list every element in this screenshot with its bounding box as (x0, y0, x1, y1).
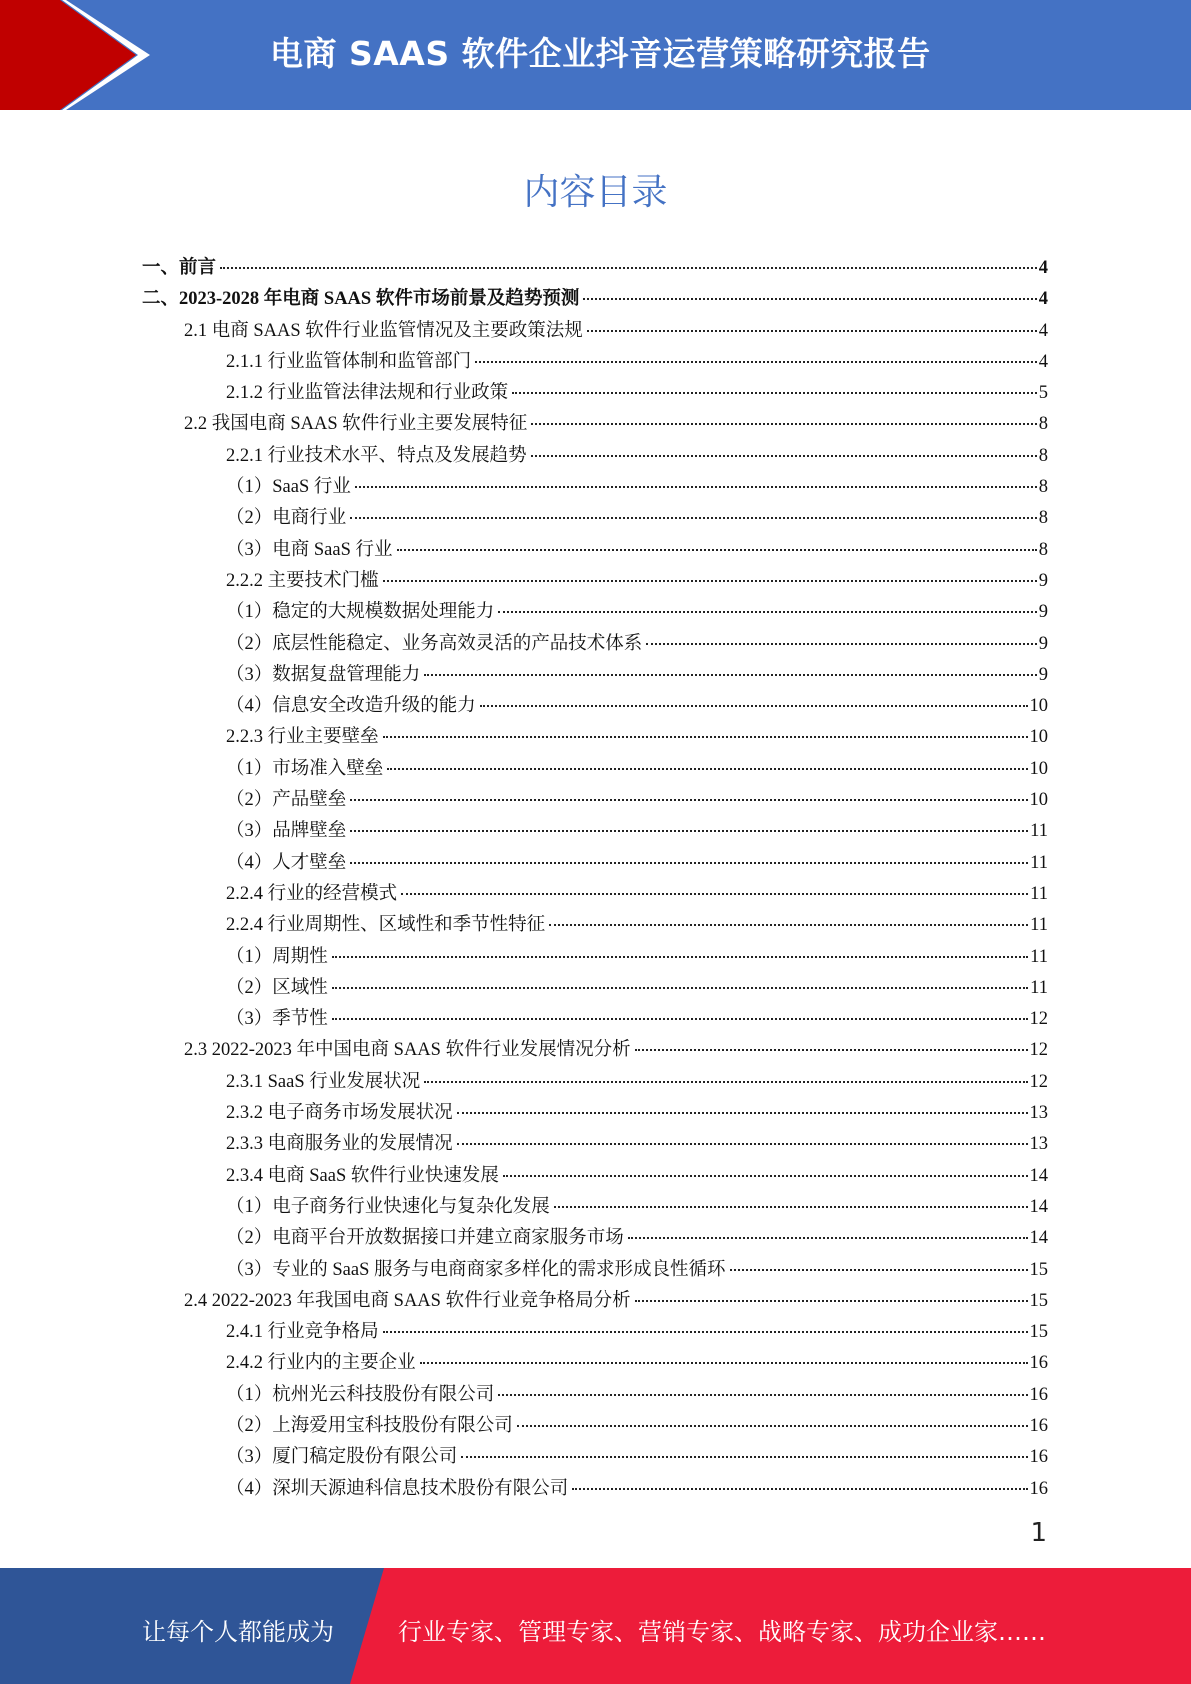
toc-entry-label: 2.4.1 行业竞争格局 (226, 1322, 379, 1343)
toc-entry-page: 15 (1029, 1322, 1048, 1343)
toc-entry[interactable] (142, 848, 1048, 879)
toc-entry-page: 9 (1038, 664, 1048, 685)
toc-dot-leader (424, 1081, 1027, 1083)
toc-entry-page: 8 (1038, 539, 1048, 560)
toc-entry[interactable] (142, 1317, 1048, 1348)
toc-dot-leader (387, 768, 1027, 770)
toc-entry[interactable] (142, 1286, 1048, 1317)
toc-dot-leader (383, 736, 1028, 738)
toc-dot-leader (635, 1300, 1028, 1302)
toc-entry[interactable] (142, 691, 1048, 722)
toc-dot-leader (549, 924, 1028, 926)
toc-entry-page: 11 (1030, 883, 1048, 904)
toc-dot-leader (583, 298, 1036, 300)
toc-entry[interactable] (142, 942, 1048, 973)
toc-dot-leader (332, 1018, 1028, 1020)
toc-entry-page: 10 (1029, 727, 1048, 748)
toc-entry[interactable] (142, 785, 1048, 816)
toc-dot-leader (480, 705, 1028, 707)
toc-entry[interactable] (142, 1035, 1048, 1066)
toc-entry[interactable] (142, 566, 1048, 597)
toc-entry-label: （2）底层性能稳定、业务高效灵活的产品技术体系 (226, 633, 643, 654)
toc-entry[interactable] (142, 1348, 1048, 1379)
toc-dot-leader (730, 1269, 1028, 1271)
toc-entry-label: 2.2.2 主要技术门槛 (226, 570, 379, 591)
toc-entry[interactable] (142, 284, 1048, 315)
toc-entry-page: 8 (1038, 477, 1048, 498)
toc-entry-label: （1）SaaS 行业 (226, 477, 351, 498)
toc-entry-page: 4 (1038, 258, 1048, 278)
toc-entry[interactable] (142, 378, 1048, 409)
toc-entry[interactable] (142, 253, 1048, 284)
toc-entry-page: 11 (1030, 977, 1048, 998)
toc-dot-leader (531, 455, 1037, 457)
toc-entry-page: 9 (1038, 570, 1048, 591)
toc-entry-label: 2.1 电商 SAAS 软件行业监管情况及主要政策法规 (184, 320, 583, 341)
toc-entry-label: （3）季节性 (226, 1009, 328, 1030)
toc-entry-label: （1）电子商务行业快速化与复杂化发展 (226, 1196, 550, 1217)
toc-entry-label: 2.2.4 行业周期性、区域性和季节性特征 (226, 915, 546, 936)
toc-dot-leader (424, 674, 1036, 676)
toc-dot-leader (383, 580, 1037, 582)
toc-entry-label: （3）数据复盘管理能力 (226, 664, 421, 685)
toc-dot-leader (401, 893, 1028, 895)
toc-entry[interactable] (142, 503, 1048, 534)
toc-entry-page: 14 (1029, 1196, 1048, 1217)
toc-dot-leader (350, 799, 1027, 801)
toc-entry-page: 16 (1029, 1353, 1048, 1374)
toc-dot-leader (332, 956, 1028, 958)
chevron-arrow-icon (0, 0, 160, 110)
toc-entry[interactable] (142, 347, 1048, 378)
toc-entry-label: 2.3.2 电子商务市场发展状况 (226, 1103, 453, 1124)
toc-entry-page: 16 (1029, 1478, 1048, 1499)
toc-dot-leader (498, 611, 1036, 613)
toc-dot-leader (512, 392, 1037, 394)
toc-entry-label: （1）稳定的大规模数据处理能力 (226, 602, 495, 623)
toc-dot-leader (332, 987, 1028, 989)
toc-entry-page: 11 (1030, 852, 1048, 873)
toc-dot-leader (457, 1112, 1028, 1114)
toc-entry[interactable] (142, 1098, 1048, 1129)
toc-entry-page: 10 (1029, 696, 1048, 717)
toc-entry-label: 二、2023-2028 年电商 SAAS 软件市场前景及趋势预测 (142, 289, 580, 310)
toc-entry[interactable] (142, 722, 1048, 753)
toc-dot-leader (457, 1143, 1028, 1145)
toc-entry-label: （3）专业的 SaaS 服务与电商商家多样化的需求形成良性循环 (226, 1259, 726, 1280)
toc-entry-page: 12 (1029, 1009, 1048, 1030)
footer-slogan-left: 让每个人都能成为 (142, 1618, 334, 1646)
toc-entry-label: （1）市场准入壁垒 (226, 758, 384, 779)
toc-entry-page: 14 (1029, 1165, 1048, 1186)
toc-dot-leader (587, 330, 1037, 332)
toc-entry-label: 2.2.3 行业主要壁垒 (226, 727, 379, 748)
toc-entry-page: 10 (1029, 758, 1048, 779)
toc-entry[interactable] (142, 1442, 1048, 1473)
toc-dot-leader (475, 361, 1037, 363)
toc-entry[interactable] (142, 1192, 1048, 1223)
toc-entry-label: 2.2 我国电商 SAAS 软件行业主要发展特征 (184, 414, 528, 435)
toc-entry[interactable] (142, 1411, 1048, 1442)
toc-entry-page: 4 (1038, 351, 1048, 372)
toc-entry-page: 11 (1030, 946, 1048, 967)
toc-entry-label: （3）品牌壁垒 (226, 821, 347, 842)
toc-entry-label: 2.4 2022-2023 年我国电商 SAAS 软件行业竞争格局分析 (184, 1290, 631, 1311)
toc-entry-page: 8 (1038, 445, 1048, 466)
toc-entry-page: 15 (1029, 1259, 1048, 1280)
toc-entry-page: 4 (1038, 320, 1048, 341)
toc-entry-label: （3）厦门稿定股份有限公司 (226, 1447, 458, 1468)
toc-entry[interactable] (142, 660, 1048, 691)
toc-entry[interactable] (142, 1067, 1048, 1098)
toc-entry-label: （2）区域性 (226, 977, 328, 998)
toc-entry-label: （4）人才壁垒 (226, 852, 347, 873)
toc-entry-page: 15 (1029, 1290, 1048, 1311)
toc-entry[interactable] (142, 597, 1048, 628)
toc-entry-label: 一、前言 (142, 258, 217, 278)
toc-entry-page: 12 (1029, 1040, 1048, 1061)
toc-entry-label: （3）电商 SaaS 行业 (226, 539, 393, 560)
page-number: 1 (1030, 1518, 1047, 1548)
toc-dot-leader (517, 1425, 1028, 1427)
toc-dot-leader (503, 1175, 1028, 1177)
toc-entry[interactable] (142, 535, 1048, 566)
toc-entry-label: 2.3.4 电商 SaaS 软件行业快速发展 (226, 1165, 499, 1186)
toc-entry-label: （4）深圳天源迪科信息技术股份有限公司 (226, 1478, 569, 1499)
toc-dot-leader (420, 1362, 1028, 1364)
toc-entry-page: 16 (1029, 1415, 1048, 1436)
toc-entry-page: 5 (1038, 383, 1048, 404)
toc-entry[interactable] (142, 1161, 1048, 1192)
toc-dot-leader (383, 1331, 1028, 1333)
toc-entry-page: 16 (1029, 1447, 1048, 1468)
toc-dot-leader (572, 1488, 1027, 1490)
toc-dot-leader (498, 1394, 1027, 1396)
toc-dot-leader (220, 267, 1037, 269)
footer-banner (0, 1568, 1191, 1684)
report-title: 电商 SAAS 软件企业抖音运营策略研究报告 (270, 34, 931, 73)
toc-entry-label: 2.3.3 电商服务业的发展情况 (226, 1134, 453, 1155)
toc-dot-leader (646, 643, 1036, 645)
toc-entry-label: （1）杭州光云科技股份有限公司 (226, 1384, 495, 1405)
toc-entry-label: 2.4.2 行业内的主要企业 (226, 1353, 416, 1374)
header-banner (0, 0, 1191, 110)
toc-entry-label: 2.1.2 行业监管法律法规和行业政策 (226, 383, 509, 404)
toc-entry-page: 11 (1030, 915, 1048, 936)
toc-entry[interactable] (142, 1255, 1048, 1286)
toc-entry[interactable] (142, 754, 1048, 785)
toc-entry[interactable] (142, 1129, 1048, 1160)
toc-entry[interactable] (142, 973, 1048, 1004)
toc-dot-leader (350, 862, 1028, 864)
toc-entry[interactable] (142, 1004, 1048, 1035)
toc-entry-page: 9 (1038, 633, 1048, 654)
toc-entry[interactable] (142, 316, 1048, 347)
toc-entry[interactable] (142, 472, 1048, 503)
toc-entry-page: 8 (1038, 508, 1048, 529)
toc-entry-label: （2）电商平台开放数据接口并建立商家服务市场 (226, 1228, 624, 1249)
toc-entry-label: 2.3 2022-2023 年中国电商 SAAS 软件行业发展情况分析 (184, 1040, 631, 1061)
toc-entry[interactable] (142, 409, 1048, 440)
toc-dot-leader (531, 423, 1036, 425)
toc-dot-leader (461, 1456, 1027, 1458)
toc-entry-label: （2）电商行业 (226, 508, 347, 529)
toc-entry-page: 8 (1038, 414, 1048, 435)
toc-entry-page: 13 (1029, 1103, 1048, 1124)
toc-heading: 内容目录 (523, 172, 668, 213)
toc-entry-page: 11 (1030, 821, 1048, 842)
toc-entry-label: 2.1.1 行业监管体制和监管部门 (226, 351, 472, 372)
toc-entry-label: 2.2.4 行业的经营模式 (226, 883, 398, 904)
toc-entry-page: 12 (1029, 1071, 1048, 1092)
toc-dot-leader (397, 549, 1037, 551)
toc-dot-leader (355, 486, 1037, 488)
toc-entry[interactable] (142, 441, 1048, 472)
toc-entry-page: 14 (1029, 1228, 1048, 1249)
toc-entry-page: 4 (1038, 289, 1048, 310)
toc-entry[interactable] (142, 1380, 1048, 1411)
toc-entry[interactable] (142, 1474, 1048, 1505)
toc-entry-label: （2）产品壁垒 (226, 790, 347, 811)
toc-dot-leader (350, 517, 1036, 519)
toc-entry-label: 2.3.1 SaaS 行业发展状况 (226, 1071, 421, 1092)
toc-entry-page: 9 (1038, 602, 1048, 623)
toc-dot-leader (628, 1237, 1028, 1239)
toc-entry-page: 10 (1029, 790, 1048, 811)
toc-entry[interactable] (142, 910, 1048, 941)
toc-dot-leader (635, 1049, 1028, 1051)
toc-dot-leader (350, 830, 1028, 832)
toc-entry[interactable] (142, 629, 1048, 660)
toc-entry[interactable] (142, 816, 1048, 847)
toc-entry-label: （2）上海爱用宝科技股份有限公司 (226, 1415, 513, 1436)
toc-entry-page: 13 (1029, 1134, 1048, 1155)
toc-entry-label: （4）信息安全改造升级的能力 (226, 696, 476, 717)
toc-entry-label: （1）周期性 (226, 946, 328, 967)
toc-entry[interactable] (142, 1223, 1048, 1254)
toc-entry-page: 16 (1029, 1384, 1048, 1405)
toc-entry[interactable] (142, 879, 1048, 910)
toc-entry-label: 2.2.1 行业技术水平、特点及发展趋势 (226, 445, 527, 466)
toc-dot-leader (554, 1206, 1028, 1208)
footer-slogan-right: 行业专家、管理专家、营销专家、战略专家、成功企业家…… (398, 1618, 1046, 1646)
table-of-contents (142, 253, 1048, 1505)
